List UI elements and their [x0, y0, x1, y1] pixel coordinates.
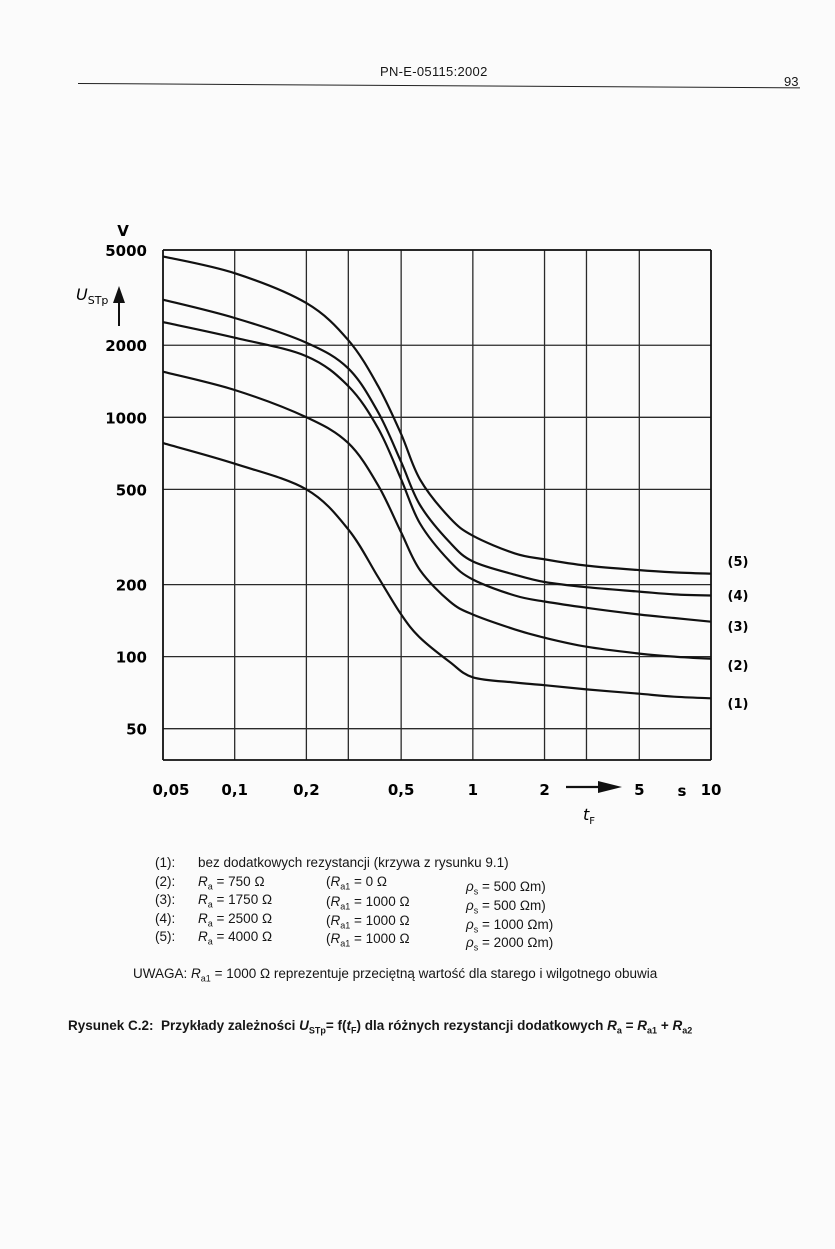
legend-5-ra1: ($R_{a1} = 1000$ Ω: [326, 931, 410, 949]
note-text: UWAGA: $R_{a1} = 1000$ Ω reprezentuje przeciętną wartość dla starego i wilgotnego obuwia: [133, 966, 658, 984]
legend-3-rho: $\rho_s = 500$ Ωm): [466, 898, 546, 916]
y-axis-label-main: U: [76, 285, 88, 304]
y-tick-label-4: 200: [115, 576, 147, 595]
tick-labels: [105, 242, 721, 799]
legend-3-ra1: ($R_{a1} = 1000$ Ω: [326, 894, 410, 912]
series-label-1: (1): [727, 697, 749, 712]
legend-5-ra: $R_a = 4000$ Ω: [198, 929, 273, 947]
legend-3-ra: $R_a = 1750$ Ω: [198, 892, 273, 910]
legend-4-ra1: ($R_{a1} = 1000$ Ω: [326, 913, 410, 931]
series-lines: [163, 256, 711, 698]
legend-4-ra: $R_a = 2500$ Ω: [198, 911, 273, 929]
x-tick-label-1: 0,1: [221, 781, 248, 799]
x-tick-label-7: 10: [700, 781, 722, 799]
series-label-4: (4): [727, 589, 749, 604]
legend-5-num: (5):: [155, 929, 176, 944]
legend-4-num: (4):: [155, 911, 176, 926]
x-axis-label-sub: F: [589, 816, 596, 827]
series-label-5: (5): [727, 555, 749, 570]
series-line-1: [163, 443, 711, 698]
legend-1-num: (1):: [155, 855, 176, 870]
figure-caption: Rysunek C.2: Przykłady zależności $U_{STp}= f(t_F)$ dla różnych rezystancji dodatkowych $R_a = R_{a1} + R_{a2}$: [68, 1018, 693, 1036]
y-axis-label-sub: STp: [87, 294, 109, 307]
x-axis-arrow-icon: [598, 781, 622, 793]
x-unit-label: s: [677, 782, 687, 800]
series-labels: [728, 555, 749, 712]
x-tick-label-5: 2: [539, 781, 550, 799]
legend-4-rho: $\rho_s = 1000$ Ωm): [466, 917, 554, 935]
series-line-3: [163, 322, 711, 622]
series-line-5: [163, 256, 711, 573]
legend-2-ra: $R_a = 750$ Ω: [198, 874, 265, 892]
series-label-2: (2): [727, 659, 749, 674]
x-tick-label-3: 0,5: [387, 781, 415, 799]
y-tick-label-5: 100: [115, 648, 147, 667]
x-axis-label: [583, 805, 595, 827]
axis-labels: [76, 222, 687, 827]
y-axis-arrow-icon: [113, 286, 125, 303]
series-line-4: [163, 300, 711, 596]
x-tick-label-4: 1: [467, 781, 479, 799]
legend-1-text: bez dodatkowych rezystancji (krzywa z rysunku 9.1): [198, 855, 509, 870]
y-tick-label-1: 2000: [105, 337, 147, 356]
x-tick-label-6: 5: [634, 781, 645, 799]
page-number: 93: [784, 74, 799, 89]
y-axis-label: [76, 285, 108, 307]
standard-code: PN-E-05115:2002: [380, 64, 488, 79]
x-tick-label-2: 0,2: [293, 781, 320, 799]
legend-2-rho: $\rho_s = 500$ Ωm): [466, 879, 546, 897]
series-line-2: [163, 372, 711, 659]
legend-2-ra1: ($R_{a1} = 0$ Ω: [326, 874, 388, 892]
y-tick-label-0: 5000: [105, 242, 147, 260]
y-tick-label-3: 500: [115, 481, 147, 500]
y-tick-label-2: 1000: [105, 409, 147, 428]
x-axis-label-main: t: [583, 805, 590, 824]
legend-2-num: (2):: [155, 874, 176, 889]
y-tick-label-6: 50: [126, 720, 147, 739]
x-tick-label-0: 0,05: [152, 781, 190, 799]
series-label-3: (3): [727, 620, 749, 635]
legend-3-num: (3):: [155, 892, 176, 907]
y-unit-label: V: [117, 222, 129, 240]
legend-5-rho: $\rho_s = 2000$ Ωm): [466, 935, 554, 953]
